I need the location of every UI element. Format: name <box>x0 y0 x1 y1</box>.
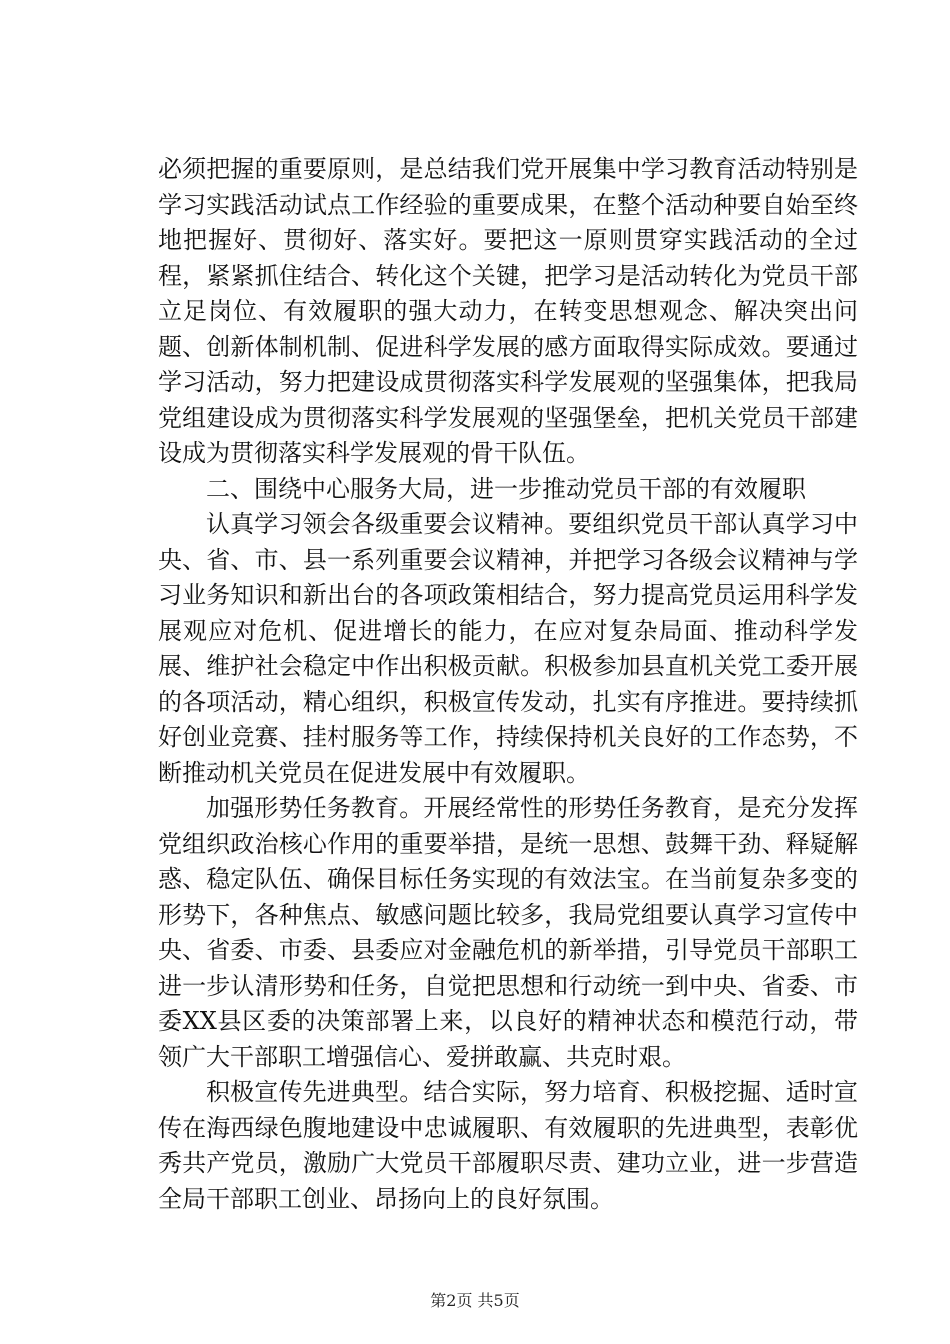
paragraph-continuation: 必须把握的重要原则，是总结我们党开展集中学习教育活动特别是学习实践活动试点工作经验的重要成果，在整个活动种要自始至终地把握好、贯彻好、落实好。要把这一原则贯穿实践活动的全过程，紧紧抓住结合、转化这个关键，把学习是活动转化为党员干部立足岗位、有效履职的强大动力，在转变思想观念、解决突出问题、创新体制机制、促进科学发展的感方面取得实际成效。要通过学习活动，努力把建设成贯彻落实科学发展观的坚强集体，把我局党组建设成为贯彻落实科学发展观的坚强堡垒，把机关党员干部建设成为贯彻落实科学发展观的骨干队伍。 <box>158 155 858 467</box>
section-heading: 二、围绕中心服务大局，进一步推动党员干部的有效履职 <box>206 474 806 503</box>
document-body <box>158 152 858 1217</box>
paragraph-situation-education: 加强形势任务教育。开展经常性的形势任务教育，是充分发挥党组织政治核心作用的重要举措，是统一思想、鼓舞干劲、释疑解惑、稳定队伍、确保目标任务实现的有效法宝。在当前复杂多变的形势下，各种焦点、敏感问题比较多，我局党组要认真学习宣传中央、省委、市委、县委应对金融危机的新举措，引导党员干部职工进一步认清形势和任务，自觉把思想和行动统一到中央、省委、市委XX县区委的决策部署上来，以良好的精神状态和模范行动，带领广大干部职工增强信心、爱拼敢赢、共克时艰。 <box>158 794 858 1071</box>
page-number: 第2页 共5页 <box>430 1291 520 1310</box>
paragraph-advanced-models: 积极宣传先进典型。结合实际，努力培育、积极挖掘、适时宣传在海西绿色腹地建设中忠诚履职、有效履职的先进典型，表彰优秀共产党员，激励广大党员干部履职尽责、建功立业，进一步营造全局干部职工创业、昂扬向上的良好氛围。 <box>158 1078 858 1213</box>
paragraph-meeting-spirit: 认真学习领会各级重要会议精神。要组织党员干部认真学习中央、省、市、县一系列重要会议精神，并把学习各级会议精神与学习业务知识和新出台的各项政策相结合，努力提高党员运用科学发展观应对危机、促进增长的能力，在应对复杂局面、推动科学发展、维护社会稳定中作出积极贡献。积极参加县直机关党工委开展的各项活动，精心组织，积极宣传发动，扎实有序推进。要持续抓好创业竞赛、挂村服务等工作，持续保持机关良好的工作态势，不断推动机关党员在促进发展中有效履职。 <box>158 510 858 787</box>
